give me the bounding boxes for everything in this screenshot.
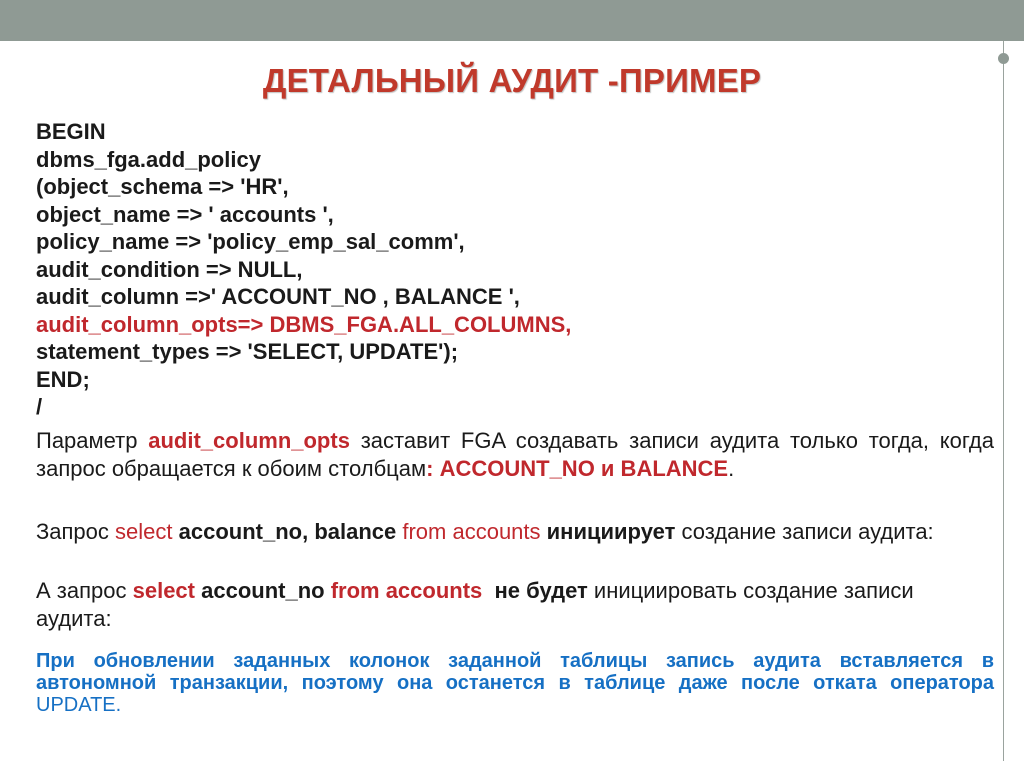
keyword: audit_column_opts xyxy=(148,428,350,453)
code-line: statement_types => 'SELECT, UPDATE'); xyxy=(36,339,459,364)
code-line: object_name => ' accounts ', xyxy=(36,201,334,227)
code-block xyxy=(36,118,571,421)
text: Параметр xyxy=(36,428,149,453)
code-line: END; xyxy=(36,366,90,392)
code-line: audit_column =>' ACCOUNT_NO , BALANCE ', xyxy=(36,284,520,309)
code-line: / xyxy=(36,394,43,419)
emphasis: не будет xyxy=(482,578,588,603)
keyword: : ACCOUNT_NO и BALANCE xyxy=(426,456,729,481)
keyword: select xyxy=(115,519,173,544)
keyword: from accounts xyxy=(396,519,541,544)
side-decorative-line xyxy=(1003,41,1004,761)
text: Запрос xyxy=(36,519,116,544)
text: создание записи аудита: xyxy=(675,519,934,544)
top-decorative-bar xyxy=(0,0,1024,41)
keyword: from accounts xyxy=(324,578,483,603)
code-line: audit_condition => NULL, xyxy=(36,256,303,282)
keyword: account_no, balance xyxy=(172,519,397,544)
text: инициировать создание записи аудита: xyxy=(36,578,914,631)
code-line: policy_name => 'policy_emp_sal_comm', xyxy=(36,229,465,254)
code-line: (object_schema => 'HR', xyxy=(36,174,289,199)
slide-title: ДЕТАЛЬНЫЙ АУДИТ -ПРИМЕР xyxy=(262,62,762,99)
paragraph-query-not-triggers xyxy=(36,577,994,633)
text: А запрос xyxy=(36,578,133,603)
paragraph-autonomous-transaction xyxy=(36,650,994,716)
paragraph-audit-column-opts xyxy=(36,427,994,483)
keyword: UPDATE xyxy=(36,694,116,716)
keyword: account_no xyxy=(195,578,325,603)
keyword: select xyxy=(132,578,195,603)
code-line: dbms_fga.add_policy xyxy=(36,146,261,172)
code-line: BEGIN xyxy=(36,119,106,144)
emphasis: инициирует xyxy=(540,519,676,544)
code-line-highlighted: audit_column_opts=> DBMS_FGA.ALL_COLUMNS, xyxy=(36,311,572,337)
text: . xyxy=(115,694,122,716)
text: . xyxy=(728,456,735,481)
text: При обновлении заданных колонок заданной таблицы запись аудита вставляется в автономной транзакции, поэтому она останется в таблице даже после отката оператора xyxy=(36,650,994,694)
paragraph-query-triggers xyxy=(36,518,994,546)
text: заставит FGA создавать записи аудита только тогда, когда запрос обращается к обоим столбцам xyxy=(36,428,994,481)
